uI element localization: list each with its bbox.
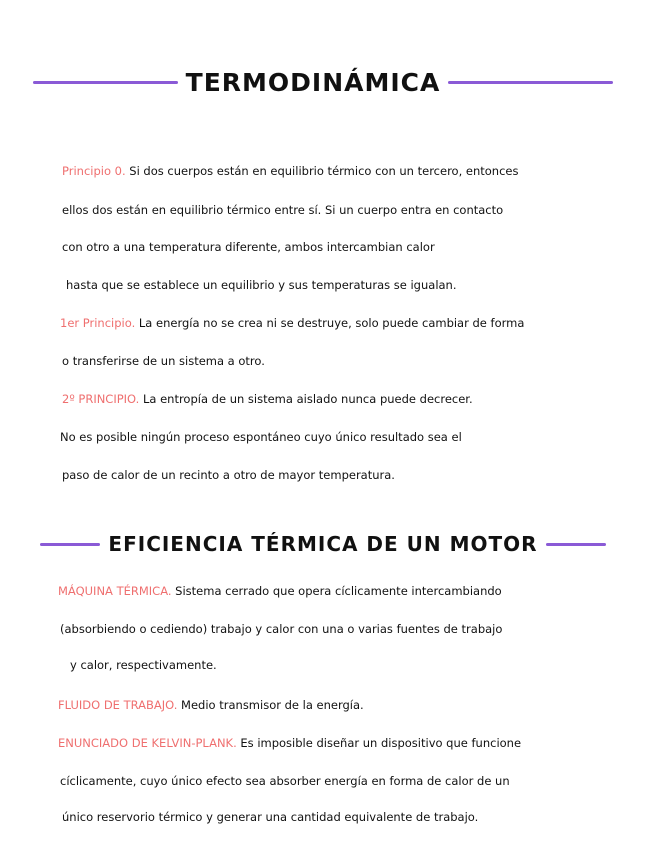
kelvin-line-3: único reservorio térmico y generar una cantidad equivalente de trabajo. bbox=[62, 810, 479, 824]
page-title: TERMODINÁMICA bbox=[185, 68, 441, 97]
principio-1-line-2: o transferirse de un sistema a otro. bbox=[62, 354, 265, 368]
heading-rule-right bbox=[546, 543, 606, 546]
kelvin-line-1 bbox=[0, 736, 646, 750]
principio-2-label: 2º PRINCIPIO. bbox=[62, 392, 140, 406]
maquina-line-2: (absorbiendo o cediendo) trabajo y calor con una o varias fuentes de trabajo bbox=[60, 622, 503, 636]
principio-0-label: Principio 0. bbox=[62, 164, 126, 178]
principio-2-text-1: La entropía de un sistema aislado nunca puede decrecer. bbox=[139, 392, 473, 406]
heading-rule-left bbox=[33, 81, 178, 84]
principio-2-line-1 bbox=[0, 392, 646, 406]
principio-0-line-4: hasta que se establece un equilibrio y sus temperaturas se igualan. bbox=[66, 278, 457, 292]
kelvin-label: ENUNCIADO DE KELVIN-PLANK. bbox=[58, 736, 237, 750]
kelvin-line-2: cíclicamente, cuyo único efecto sea absorber energía en forma de calor de un bbox=[60, 774, 510, 788]
principio-0-line-2: ellos dos están en equilibrio térmico entre sí. Si un cuerpo entra en contacto bbox=[62, 203, 504, 217]
section-heading-eficiencia bbox=[0, 532, 646, 556]
heading-rule-right bbox=[448, 81, 613, 84]
maquina-text-1: Sistema cerrado que opera cíclicamente intercambiando bbox=[171, 584, 502, 598]
maquina-line-1 bbox=[0, 584, 646, 598]
maquina-label: MÁQUINA TÉRMICA. bbox=[58, 584, 172, 598]
maquina-line-3: y calor, respectivamente. bbox=[70, 658, 217, 672]
principio-0-line-1 bbox=[0, 164, 646, 178]
kelvin-text-1: Es imposible diseñar un dispositivo que funcione bbox=[236, 736, 522, 750]
principio-1-label: 1er Principio. bbox=[60, 316, 136, 330]
section-heading-termodinamica bbox=[0, 68, 646, 97]
fluido-label: FLUIDO DE TRABAJO. bbox=[58, 698, 178, 712]
principio-0-text-1: Si dos cuerpos están en equilibrio térmico con un tercero, entonces bbox=[125, 164, 519, 178]
principio-0-line-3: con otro a una temperatura diferente, ambos intercambian calor bbox=[62, 240, 435, 254]
principio-2-line-2: No es posible ningún proceso espontáneo cuyo único resultado sea el bbox=[60, 430, 462, 444]
principio-1-line-1 bbox=[0, 316, 646, 330]
fluido-line-1 bbox=[0, 698, 646, 712]
heading-rule-left bbox=[40, 543, 100, 546]
section-title: EFICIENCIA TÉRMICA DE UN MOTOR bbox=[108, 532, 538, 556]
fluido-text-1: Medio transmisor de la energía. bbox=[177, 698, 364, 712]
principio-1-text-1: La energía no se crea ni se destruye, solo puede cambiar de forma bbox=[135, 316, 525, 330]
principio-2-line-3: paso de calor de un recinto a otro de mayor temperatura. bbox=[62, 468, 395, 482]
